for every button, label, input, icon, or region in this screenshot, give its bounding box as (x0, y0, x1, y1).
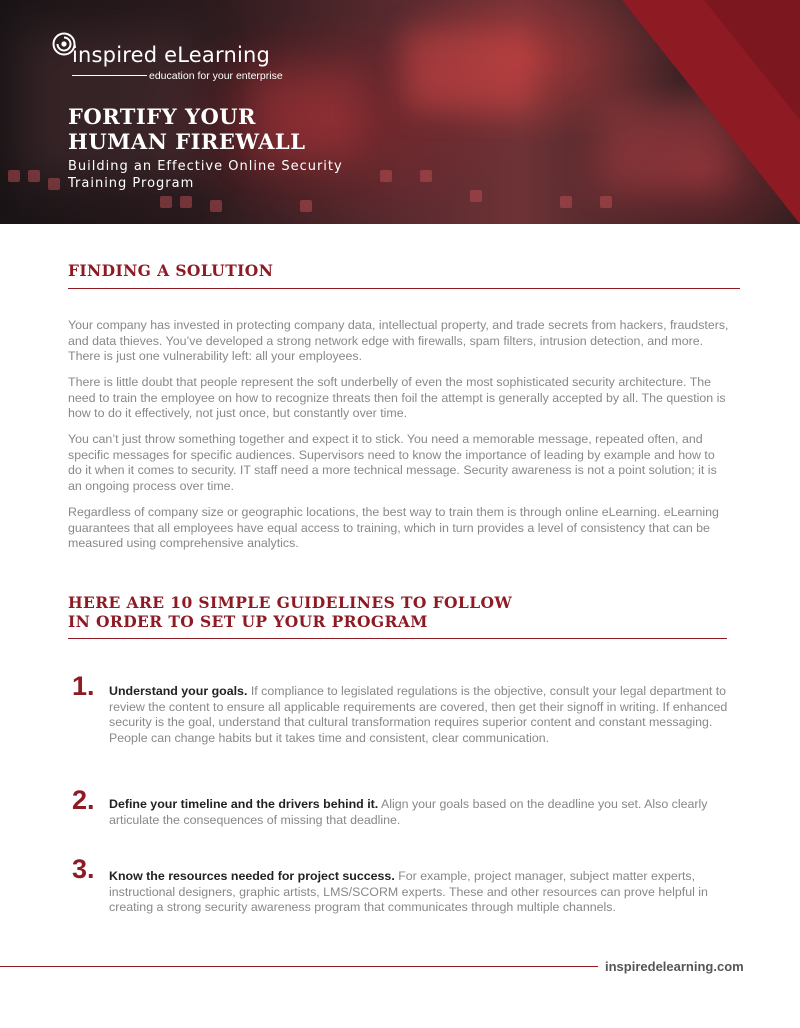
guideline-lead: Know the resources needed for project success. (109, 869, 395, 883)
hero-subtitle-line: Building an Effective Online Security (68, 159, 343, 174)
hero-title (68, 104, 428, 154)
guideline-number: 3. (72, 854, 95, 884)
guideline-text (109, 684, 729, 746)
brand-logo[interactable] (52, 30, 302, 86)
hero-corner-shade (704, 0, 800, 120)
logo-divider (72, 75, 147, 76)
section-divider (68, 638, 727, 639)
brand-tagline: education for your enterprise (149, 70, 283, 82)
hero-banner (0, 0, 800, 224)
section-heading-finding-solution: FINDING A SOLUTION (68, 261, 274, 280)
footer-divider (0, 966, 598, 967)
hero-pixel-square (28, 170, 40, 182)
section-heading-line: HERE ARE 10 SIMPLE GUIDELINES TO FOLLOW (68, 593, 513, 612)
guideline-lead: Define your timeline and the drivers behind it. (109, 797, 379, 811)
hero-title-line: FORTIFY YOUR (68, 104, 256, 129)
guideline-number: 1. (72, 671, 95, 701)
hero-title-line: HUMAN FIREWALL (68, 129, 306, 154)
hero-pixel-square (180, 196, 192, 208)
hero-pixel-square (300, 200, 312, 212)
hero-pixel-square (560, 196, 572, 208)
guideline-text (109, 797, 729, 828)
hero-pixel-square (420, 170, 432, 182)
hero-pixel-square (600, 196, 612, 208)
guideline-number: 2. (72, 785, 95, 815)
hero-pixel-square (210, 200, 222, 212)
hero-pixel-square (160, 196, 172, 208)
guideline-body: If compliance to legislated regulations is the objective, consult your legal department to review the content to ensure all applicable requirements are covered, then get their signoff in writing. If enhanced security is the goal, understand that cultural transformation requires superior content and constant messaging. People can change habits but it takes time and consistent, clear communication. (109, 684, 728, 745)
body-paragraph: Your company has invested in protecting company data, intellectual property, and trade secrets from hackers, fraudsters, and data thieves. You’ve developed a strong network edge with firewalls, spam filters, intrusion detection, and more. There is just one vulnerability left: all your employees. (68, 318, 729, 363)
guideline-body: Align your goals based on the deadline you set. Also clearly articulate the consequences of missing that deadline. (109, 797, 708, 827)
guideline-text (109, 869, 729, 916)
hero-blur-shape (405, 30, 535, 110)
hero-pixel-square (8, 170, 20, 182)
hero-subtitle-line: Training Program (68, 176, 195, 191)
body-paragraph: Regardless of company size or geographic locations, the best way to train them is through online eLearning. eLearning guarantees that all employees have equal access to training, which in turn provides a level of consistency that can be measured using comprehensive analytics. (68, 505, 719, 550)
brand-name: inspired eLearning (72, 43, 271, 67)
guideline-body: For example, project manager, subject matter experts, instructional designers, graphic artists, LMS/SCORM experts. These and other resources can prove helpful in creating a strong security awareness program that communicates through multiple channels. (109, 869, 708, 914)
hero-subtitle (68, 158, 408, 192)
hero-pixel-square (48, 178, 60, 190)
section-heading-guidelines (68, 593, 512, 631)
guideline-lead: Understand your goals. (109, 684, 248, 698)
hero-pixel-square (470, 190, 482, 202)
footer-website-link[interactable]: inspiredelearning.com (605, 959, 744, 974)
body-paragraph: You can’t just throw something together and expect it to stick. You need a memorable message, repeated often, and specific messages for specific audiences. Supervisors need to know the importance of leading by example and how to do it when it comes to security. IT staff need a more technical message. Security awareness is not a point solution; it is an ongoing process over time. (68, 432, 717, 493)
section-heading-line: IN ORDER TO SET UP YOUR PROGRAM (68, 612, 428, 631)
body-paragraph: There is little doubt that people represent the soft underbelly of even the most sophisticated security architecture. The need to train the employee on how to recognize threats then foil the attempt is generally accepted by all. The question is how to do it effectively, not just once, but constantly over time. (68, 375, 726, 420)
section-divider (68, 288, 740, 289)
